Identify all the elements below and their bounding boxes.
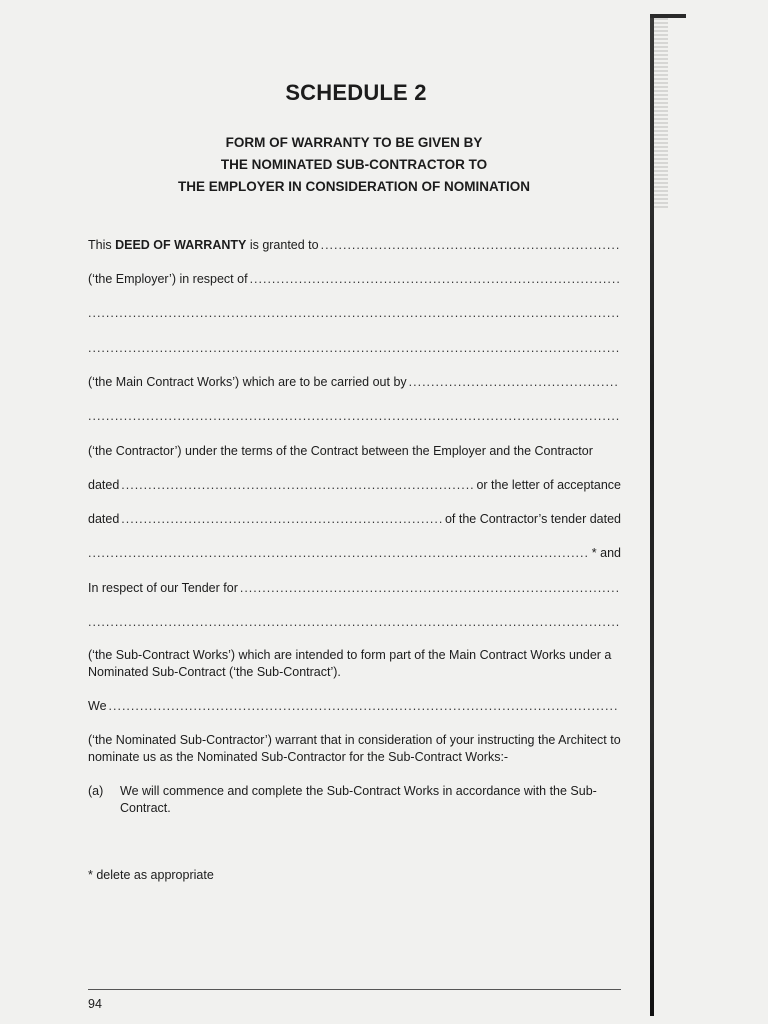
fill-in-blank-respect-of[interactable] xyxy=(250,271,619,287)
tender-text: In respect of our Tender for xyxy=(88,581,238,595)
dated-2-prefix: dated xyxy=(88,512,120,526)
dated-line-2 xyxy=(88,511,621,527)
deed-suffix: is granted to xyxy=(246,238,319,252)
fill-in-blank-contract-date[interactable] xyxy=(121,477,474,493)
tender-date-line xyxy=(88,545,621,561)
fill-in-blank-carried-out-by[interactable] xyxy=(409,374,619,390)
tender-line xyxy=(88,580,621,596)
nominated-sub-contractor-paragraph: (‘the Nominated Sub-Contractor’) warrant that in consideration of your instructing the Architect to nominate us as the Nominated Sub-Contractor for the Sub-Contract Works:- xyxy=(88,733,621,764)
fill-in-blank-tender-date[interactable] xyxy=(88,545,590,561)
dated-2-suffix: of the Contractor’s tender dated xyxy=(444,512,621,526)
subtitle-line-1: FORM OF WARRANTY TO BE GIVEN BY xyxy=(225,135,483,150)
subtitle-line-2: THE NOMINATED SUB-CONTRACTOR TO xyxy=(220,157,488,172)
main-contract-line xyxy=(88,374,621,390)
and-suffix: * and xyxy=(591,546,621,560)
we-line xyxy=(88,698,621,714)
blank-line-3 xyxy=(88,408,621,424)
fill-in-blank-employer[interactable] xyxy=(321,237,619,253)
employer-text: (‘the Employer’) in respect of xyxy=(88,272,248,286)
fill-in-blank-line[interactable] xyxy=(88,305,619,321)
we-text: We xyxy=(88,699,107,713)
fill-in-blank-line[interactable] xyxy=(88,614,619,630)
dated-1-prefix: dated xyxy=(88,478,120,492)
contractor-line xyxy=(88,443,621,459)
fill-in-blank-tender-for[interactable] xyxy=(240,580,619,596)
fill-in-blank-line[interactable] xyxy=(88,408,619,424)
blank-line-4 xyxy=(88,614,621,630)
fill-in-blank-acceptance-date[interactable] xyxy=(121,511,443,527)
footer-divider xyxy=(88,989,621,990)
employer-line xyxy=(88,271,621,287)
dated-1-suffix: or the letter of acceptance xyxy=(476,478,621,492)
contractor-text: (‘the Contractor’) under the terms of the Contract between the Employer and the Contractor xyxy=(88,444,593,458)
item-a-text: We will commence and complete the Sub-Contract Works in accordance with the Sub-Contract. xyxy=(120,784,597,815)
dated-line-1 xyxy=(88,477,621,493)
page-number: 94 xyxy=(88,997,102,1011)
main-contract-text: (‘the Main Contract Works’) which are to be carried out by xyxy=(88,375,407,389)
blank-line-1 xyxy=(88,305,621,321)
item-a-label: (a) xyxy=(88,784,104,798)
sub-contract-works-paragraph: (‘the Sub-Contract Works’) which are intended to form part of the Main Contract Works under a Nominated Sub-Contract (‘the Sub-Contract’). xyxy=(88,648,612,679)
fill-in-blank-sub-contractor-name[interactable] xyxy=(109,698,619,714)
footnote: * delete as appropriate xyxy=(88,868,214,882)
page-title: SCHEDULE 2 xyxy=(285,80,427,105)
deed-bold-text: DEED OF WARRANTY xyxy=(115,238,247,252)
deed-of-warranty-line xyxy=(88,237,621,253)
blank-line-2 xyxy=(88,340,621,356)
subtitle-line-3: THE EMPLOYER IN CONSIDERATION OF NOMINATION xyxy=(177,179,530,194)
fill-in-blank-line[interactable] xyxy=(88,340,619,356)
deed-prefix: This xyxy=(88,238,116,252)
